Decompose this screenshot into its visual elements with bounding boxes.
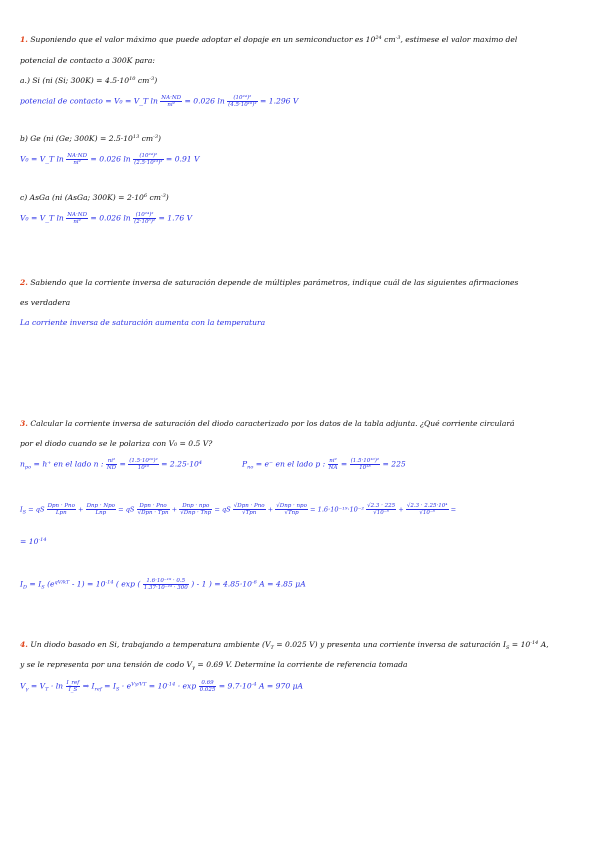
- fraction: $\frac{\text{Dnp · npo}}{\text{√Dnp · Tnp}}$: [180, 503, 212, 517]
- p3-pno-equation: $P_{no} = e^-$ en el lado p : $\frac{\text{ni²}}{NA}$ = $\frac{\text{(1.5·10¹⁰)²}}{\text{10¹⁸}}$ = 225: [242, 458, 406, 472]
- fraction: $\frac{\text{√Dnp · npo}}{\text{√Tnp}}$: [276, 503, 307, 517]
- p3-is-result: = $10^{-14}$: [20, 537, 47, 546]
- fraction: $\frac{\text{Dpn · Pno}}{\text{Lpn}}$: [47, 503, 75, 517]
- p3-npo-equation: $n_{po} = h^+$ en el lado n : $\frac{\text{ni²}}{ND}$ = $\frac{\text{(1.5·10¹⁰)²}}{\text{10¹⁶}}$ = 2.25·10⁴: [20, 458, 202, 472]
- p2-statement-line1: 2. Sabiendo que la corriente inversa de saturación depende de múltiples parámetros, indique cuál de las siguientes afirmaciones: [20, 278, 519, 287]
- fraction: $\frac{\text{(10²⁴)²}}{\text{(2·10⁶)²}}$: [134, 212, 156, 226]
- fraction: $\frac{NA\cdot ND}{\text{ni²}}$: [67, 153, 87, 167]
- p2-number: 2.: [20, 278, 28, 287]
- fraction: $\frac{0.69}{0.025}$: [199, 680, 216, 694]
- fraction: $\frac{\text{(10²⁴)²}}{\text{(4.5·10¹⁰)²}}$: [228, 95, 257, 109]
- p2-statement-line2: es verdadera: [20, 298, 71, 307]
- p4-answer: $V_\gamma = V_T \cdot \ln$ $\frac{\text{I\_ref}}{I\_S}$ ⇒ $I_{ref} = I_S \cdot e^{V\gamma/VT} = 10^{-14} \cdot \exp$ $\frac{0.69}{0.025}$ = $9.7\cdot 10^{-4}$ A = 970 μA: [20, 680, 304, 694]
- fraction: $\frac{\text{ni²}}{ND}$: [106, 458, 117, 472]
- p1-part-a-answer: potencial de contacto = V₀ = V_T ln $\frac{NA\cdot ND}{\text{ni²}}$ = 0.026 ln $\frac{\text{(10²⁴)²}}{\text{(4.5·10¹⁰)²}}$ = 1.296 V: [20, 95, 299, 109]
- p2-answer: La corriente inversa de saturación aumenta con la temperatura: [20, 318, 266, 327]
- fraction: $\frac{\text{(1.5·10¹⁰)²}}{\text{10¹⁸}}$: [350, 458, 380, 472]
- p1-statement-line1: 1. Suponiendo que el valor máximo que puede adoptar el dopaje en un semiconductor es $10^{24}$ $cm^{-3}$, estimese el valor maximo del: [20, 35, 518, 44]
- fraction: $\frac{√2.3 \cdot 225}{\text{√10⁻⁶}}$: [367, 503, 396, 517]
- p3-number: 3.: [20, 419, 28, 428]
- fraction: $\frac{\text{Dpn · Pno}}{\text{√Dpn · Tpn}}$: [137, 503, 169, 517]
- p1-part-c-answer: V₀ = V_T ln $\frac{NA\cdot ND}{\text{ni²}}$ = 0.026 ln $\frac{\text{(10²⁴)²}}{\text{(2·10⁶)²}}$ = 1.76 V: [20, 212, 193, 226]
- p4-statement-line2: y se le representa por una tensión de codo $V_\gamma = 0.69$ V. Determine la corriente de referencia tomada: [20, 660, 408, 671]
- p1-statement-line2: potencial de contacto a 300K para:: [20, 56, 155, 65]
- p1-part-b-label: b) Ge (ni (Ge; $300K) = 2.5\cdot 10^{13}$ $cm^{-3}$): [20, 134, 161, 143]
- p1-number: 1.: [20, 35, 28, 44]
- p1-part-b-answer: V₀ = V_T ln $\frac{NA\cdot ND}{\text{ni²}}$ = 0.026 ln $\frac{\text{(10²⁴)²}}{\text{(2.5·10¹³)²}}$ = 0.91 V: [20, 153, 200, 167]
- p4-statement-line1: 4. Un diodo basado en Si, trabajando a temperatura ambiente ($V_T = 0.025$ V) y presenta una corriente inversa de saturación $I_S = 10^{-14}$ A,: [20, 640, 549, 651]
- fraction: $\frac{\text{√Dpn · Pno}}{\text{√Tpn}}$: [233, 503, 265, 517]
- fraction: $\frac{NA\cdot ND}{\text{ni²}}$: [161, 95, 182, 109]
- fraction: $\frac{\text{Dnp · Npo}}{\text{Lnp}}$: [86, 503, 115, 517]
- fraction: $\frac{\text{ni²}}{NA}$: [328, 458, 338, 472]
- fraction: $\frac{\text{I\_ref}}{I\_S}$: [66, 680, 80, 694]
- p3-statement-line2: por el diodo cuando se le polariza con V₀ = 0.5 V?: [20, 439, 213, 448]
- p1-part-c-label: c) AsGa (ni (AsGa; $300K) = 2\cdot 10^6$ $cm^{-3}$): [20, 193, 169, 202]
- p1-part-a-label: a.) Si (ni (Si; $300K) = 4.5\cdot 10^{10}$ $cm^{-3}$): [20, 76, 158, 85]
- fraction: $\frac{\text{(10²⁴)²}}{\text{(2.5·10¹³)²}}$: [134, 153, 163, 167]
- p4-number: 4.: [20, 640, 28, 649]
- fraction: $\frac{\text{(1.5·10¹⁰)²}}{\text{10¹⁶}}$: [129, 458, 158, 472]
- fraction: $\frac{\text{1.6·10⁻¹⁹ · 0.5}}{\text{1.37·10⁻²³ · 300}}$: [143, 578, 188, 592]
- fraction: $\frac{\text{√2.3 · 2.25·10⁴}}{\text{√10⁻⁶}}$: [406, 503, 448, 517]
- p3-is-equation: $I_S$ = qS $\frac{\text{Dpn · Pno}}{\text{Lpn}}$ + $\frac{\text{Dnp · Npo}}{\text{Lnp}}$ = qS $\frac{\text{Dpn · Pno}}{\text{√Dpn · Tpn}}$ + $\frac{\text{Dnp · npo}}{\text{√Dnp · Tnp}}$ = qS $\frac{\text{√Dpn · Pno}}{\text{√Tpn}}$ + $\frac{\text{√Dnp · npo}}{\text{√Tnp}}$ = 1.6·10⁻¹⁹·10⁻² $\frac{√2.3 \cdot 225}{\text{√10⁻⁶}}$ + $\frac{\text{√2.3 · 2.25·10⁴}}{\text{√10⁻⁶}}$ =: [20, 503, 457, 517]
- p3-id-equation: $I_D = I_S$ $(e^{qV/kT} - 1) = 10^{-14}$ ( exp ( $\frac{\text{1.6·10⁻¹⁹ · 0.5}}{\text{1.37·10⁻²³ · 300}}$ ) - 1 ) = $4.85\cdot 10^{-6}$ A = 4.85 μA: [20, 578, 306, 592]
- fraction: $\frac{NA\cdot ND}{\text{ni²}}$: [67, 212, 87, 226]
- p3-statement-line1: 3. Calcular la corriente inversa de saturación del diodo caracterizado por los datos de la tabla adjunta. ¿Qué corriente circulará: [20, 419, 515, 428]
